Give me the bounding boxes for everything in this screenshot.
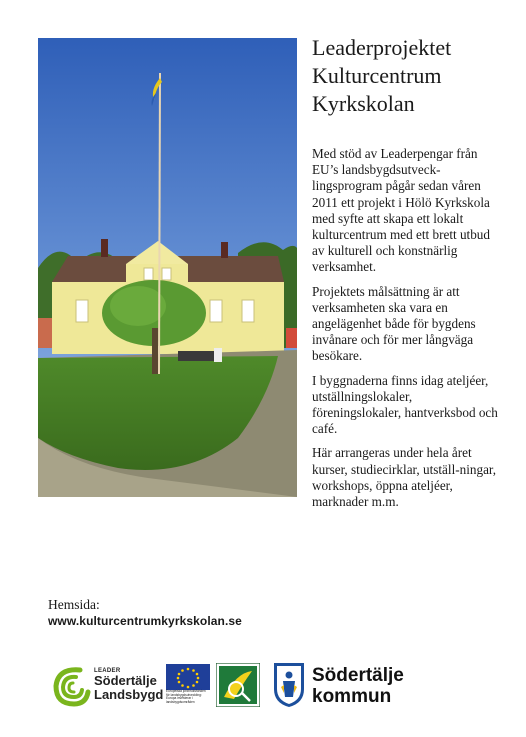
title-line: Kulturcentrum	[312, 63, 442, 88]
paragraph: Med stöd av Leaderpengar från EU’s landsbygdsutveck-lingsprogram pågår sedan våren 2011 ett projekt i Hölö Kyrkskola med syfte att skapa ett lokalt kulturcentrum med ett brett utbud av kulturell och konstnärlig verksamhet.	[312, 146, 490, 275]
leader-square-icon	[216, 663, 260, 707]
paragraph: Projektets målsättning är att verksamheten ska vara en angelägenhet både för bygdens invånare och för mer långväga besökare.	[312, 283, 476, 364]
paragraph: I byggnaderna finns idag ateljéer, utställningslokaler, föreningslokaler, hantverksbod och café.	[312, 372, 498, 437]
kommun-shield-icon	[272, 661, 306, 709]
kommun-logo-text	[312, 665, 404, 707]
logo-bar	[50, 660, 470, 714]
kommun-line2: kommun	[312, 686, 392, 707]
leader-logo-text	[94, 668, 163, 702]
homepage-link[interactable]: www.kulturcentrumkyrkskolan.se	[48, 614, 242, 628]
leader-line2: Landsbygd	[94, 687, 164, 702]
page-title	[312, 34, 512, 118]
homepage-label: Hemsida:	[48, 597, 100, 612]
leader-swirl-icon	[50, 662, 92, 708]
paragraph: Här arrangeras under hela året kurser, studiecirklar, utställ-ningar, workshops, öppna ateljéer, marknader m.m.	[312, 445, 497, 510]
leader-line1: Södertälje	[94, 673, 157, 688]
kommun-line1: Södertälje	[312, 665, 404, 686]
body-text	[312, 146, 502, 518]
eu-caption: Europeiska jordbruksfonden för landsbygdsutveckling: Europa investerar i landsbygdsområden	[166, 689, 206, 704]
title-line: Kyrkskolan	[312, 91, 415, 116]
building-photo	[38, 38, 297, 497]
title-line: Leaderprojektet	[312, 35, 452, 60]
leader-small-text: LEADER	[94, 668, 121, 674]
